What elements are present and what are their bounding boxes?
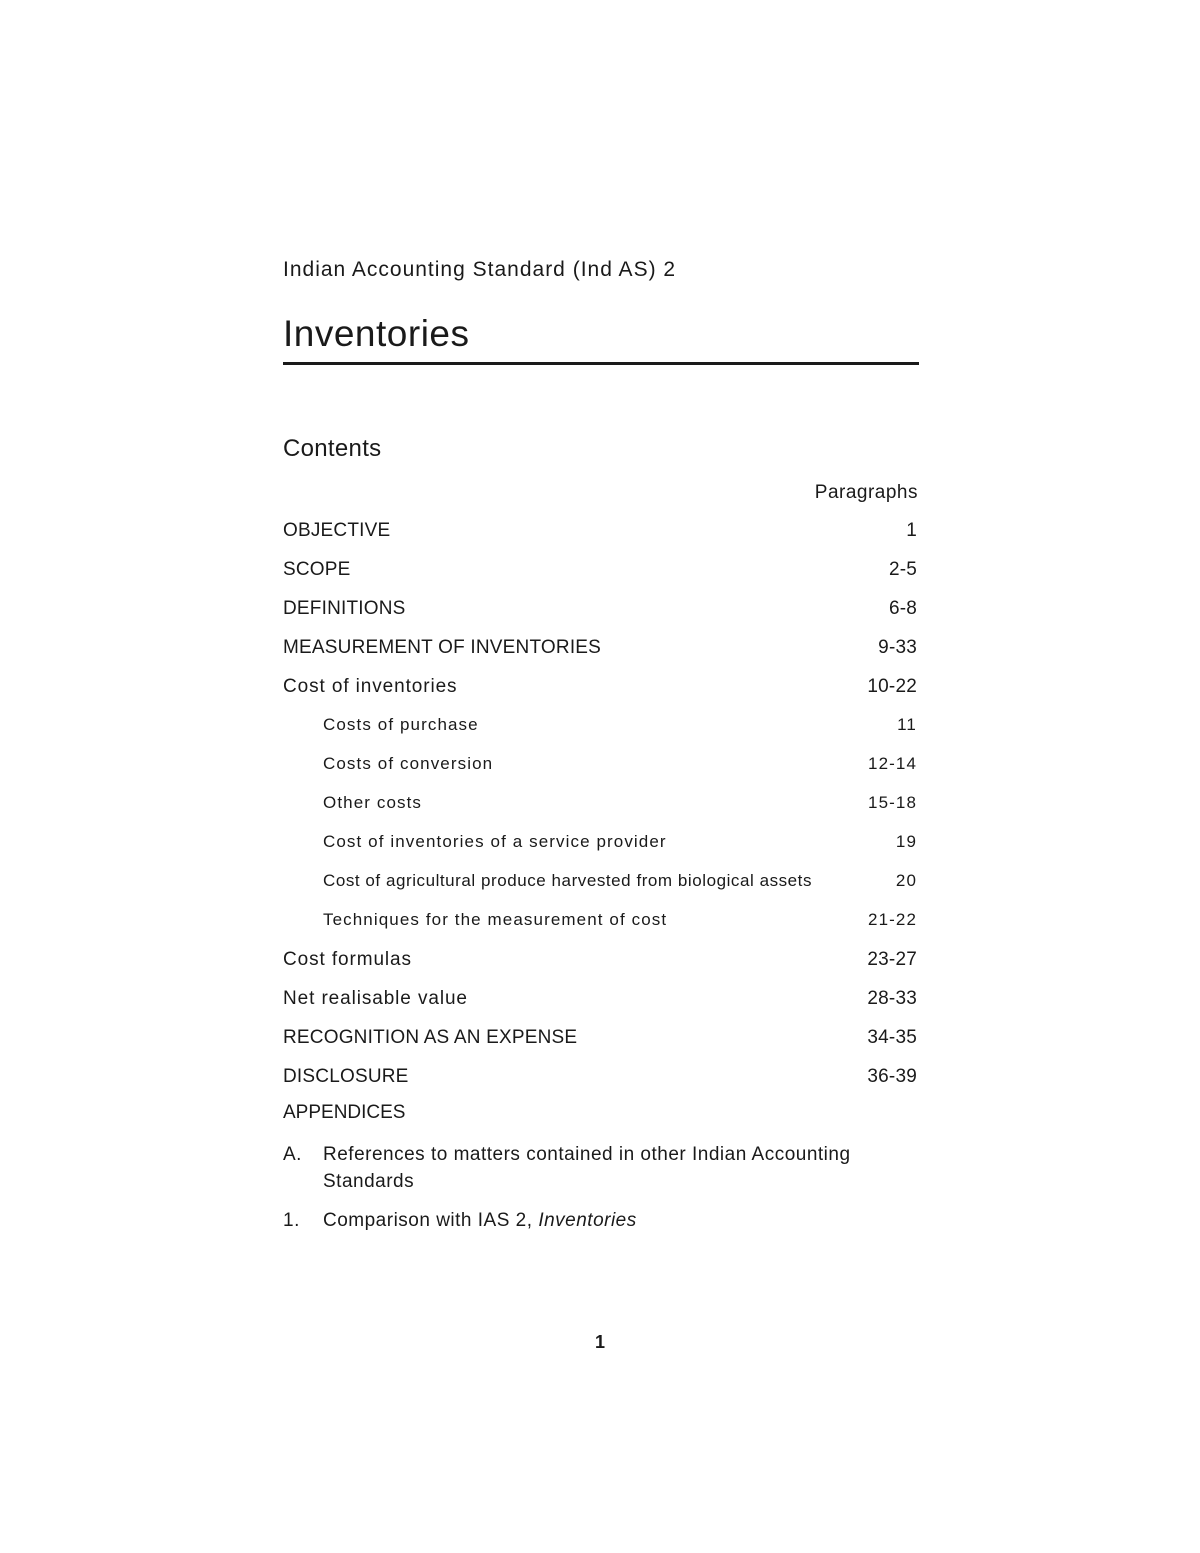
toc-entry xyxy=(283,595,919,634)
toc-entry-label: SCOPE xyxy=(283,559,351,580)
appendix-text-wrapper xyxy=(323,1207,919,1234)
toc-entry-label: DISCLOSURE xyxy=(283,1066,409,1087)
toc-entry-label: OBJECTIVE xyxy=(283,520,391,541)
toc-subentry xyxy=(283,868,919,907)
paragraphs-column-header: Paragraphs xyxy=(814,482,918,503)
standard-reference: Indian Accounting Standard (Ind AS) 2 xyxy=(283,258,677,281)
toc-subentry xyxy=(283,712,919,751)
toc-entry-paragraphs: 2-5 xyxy=(888,559,917,580)
toc-entry-label: MEASUREMENT OF INVENTORIES xyxy=(283,637,602,658)
toc-subentry xyxy=(283,790,919,829)
appendix-marker: 1. xyxy=(283,1210,300,1231)
toc-subentry-label: Cost of agricultural produce harvested from biological assets xyxy=(323,871,812,890)
toc-entry-paragraphs: 1 xyxy=(906,520,917,541)
toc-entry-paragraphs: 10-22 xyxy=(867,676,917,697)
toc-entry-label: Net realisable value xyxy=(283,988,468,1009)
table-of-contents xyxy=(283,517,919,1102)
appendix-italic-title: Inventories xyxy=(538,1210,637,1231)
toc-subentry-paragraphs: 11 xyxy=(897,715,917,734)
toc-entry xyxy=(283,673,919,712)
toc-subentry-paragraphs: 21-22 xyxy=(868,910,917,929)
toc-entry xyxy=(283,946,919,985)
toc-entry-paragraphs: 28-33 xyxy=(867,988,917,1009)
toc-subentry xyxy=(283,907,919,946)
toc-entry-paragraphs: 6-8 xyxy=(888,598,917,619)
toc-subentry-label: Other costs xyxy=(323,793,423,812)
toc-entry-paragraphs: 34-35 xyxy=(867,1027,917,1048)
toc-subentry-label: Cost of inventories of a service provider xyxy=(323,832,667,851)
toc-subentry-paragraphs: 15-18 xyxy=(868,793,917,812)
toc-entry-paragraphs: 9-33 xyxy=(878,637,917,658)
page-title: Inventories xyxy=(283,313,470,354)
toc-subentry-paragraphs: 19 xyxy=(895,832,917,851)
appendix-marker: A. xyxy=(283,1144,302,1165)
toc-subentry-paragraphs: 12-14 xyxy=(868,754,917,773)
toc-entry xyxy=(283,634,919,673)
toc-subentry-label: Techniques for the measurement of cost xyxy=(323,910,668,929)
toc-subentry-paragraphs: 20 xyxy=(895,871,917,890)
contents-heading: Contents xyxy=(283,435,382,462)
page-number: 1 xyxy=(594,1332,605,1352)
toc-subentry-label: Costs of purchase xyxy=(323,715,479,734)
toc-entry-label: Cost formulas xyxy=(283,949,412,970)
toc-entry xyxy=(283,1024,919,1063)
toc-subentry xyxy=(283,829,919,868)
toc-entry-label: RECOGNITION AS AN EXPENSE xyxy=(283,1027,578,1048)
appendix-item xyxy=(283,1207,919,1234)
toc-entry-label: DEFINITIONS xyxy=(283,598,406,619)
toc-entry xyxy=(283,985,919,1024)
appendix-text: References to matters contained in other Indian Accounting Standards xyxy=(323,1144,851,1192)
toc-entry xyxy=(283,556,919,595)
toc-entry-label: Cost of inventories xyxy=(283,676,458,697)
toc-entry-paragraphs: 23-27 xyxy=(867,949,917,970)
appendix-item xyxy=(283,1141,919,1195)
appendix-text: Comparison with IAS 2, xyxy=(323,1210,539,1231)
title-divider xyxy=(283,362,919,365)
toc-subentry-label: Costs of conversion xyxy=(323,754,494,773)
toc-entry xyxy=(283,517,919,556)
toc-subentry xyxy=(283,751,919,790)
toc-entry-paragraphs: 36-39 xyxy=(867,1066,917,1087)
appendices-heading: APPENDICES xyxy=(283,1102,406,1123)
toc-entry xyxy=(283,1063,919,1102)
